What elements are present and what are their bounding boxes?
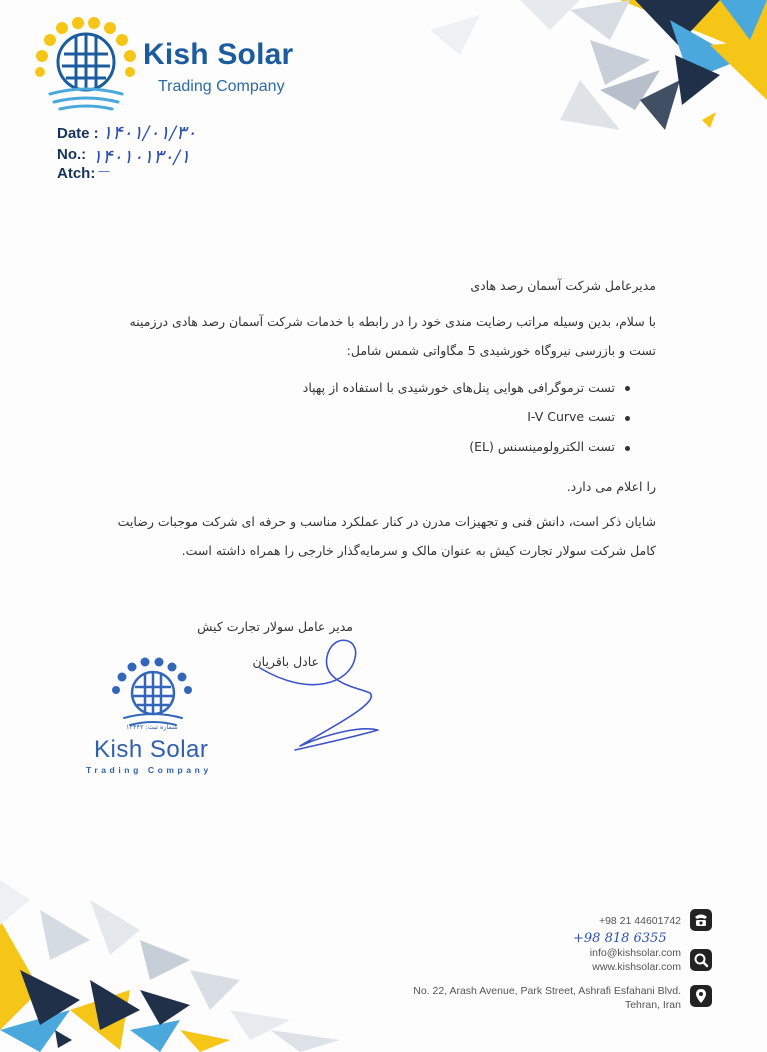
bullet-item: تست I-V Curve [527, 409, 615, 424]
date-label: Date : [57, 125, 99, 142]
website-url[interactable]: www.kishsolar.com [592, 961, 681, 973]
location-pin-icon [690, 985, 712, 1007]
signature-name: عادل باقریان [252, 654, 319, 669]
bottom-left-triangle-decoration [0, 880, 380, 1052]
stamp-subtitle: Trading Company [86, 765, 212, 775]
bullet-marker [625, 386, 630, 391]
declaration-line: را اعلام می دارد. [566, 479, 656, 494]
attachment-value: — [98, 164, 110, 178]
address-line-1: No. 22, Arash Avenue, Park Street, Ashrafi Esfahani Blvd. [413, 985, 681, 997]
number-value: ۱۴۰۱۰۱۳۰/۱ [92, 146, 191, 168]
recipient-line: مدیرعامل شرکت آسمان رصد هادی [470, 278, 656, 293]
attachment-label: Atch: [57, 165, 96, 182]
address-line-2: Tehran, Iran [624, 999, 681, 1011]
handwritten-signature [240, 628, 390, 758]
closing-line-2: کامل شرکت سولار تجارت کیش به عنوان مالک و سرمایه‌گذار خارجی را همراه داشته است. [181, 543, 656, 558]
company-stamp-icon [110, 655, 196, 730]
email-address[interactable]: info@kishsolar.com [589, 947, 681, 959]
handwritten-phone: +98 818 6355 [573, 931, 667, 946]
closing-line-1: شایان ذکر است، دانش فنی و تجهیزات مدرن در کنار عملکرد مناسب و حرفه ای شرکت موجبات رضایت [117, 514, 656, 529]
date-value: ۱۴۰۱/۰۱/۳۰ [102, 122, 197, 144]
brand-name: Kish Solar [143, 38, 294, 71]
sun-logo-icon [30, 14, 135, 114]
phone-icon [690, 909, 712, 931]
search-icon [690, 949, 712, 971]
brand-subtitle: Trading Company [158, 78, 285, 95]
intro-line-2: تست و بازرسی نیروگاه خورشیدی 5 مگاواتی شمس شامل: [346, 343, 656, 358]
phone-number[interactable]: +98 21 44601742 [598, 915, 681, 927]
bullet-item: تست ترموگرافی هوایی پنل‌های خورشیدی با استفاده از پهپاد [302, 380, 615, 395]
bullet-marker [625, 416, 630, 421]
intro-line-1: با سلام، بدین وسیله مراتب رضایت مندی خود را در رابطه با خدمات شرکت آسمان رصد هادی درزمینه [129, 314, 656, 329]
stamp-registration: شماره ثبت: ۱۲۴۴۲ [126, 723, 178, 731]
signature-title: مدیر عامل سولار تجارت کیش [197, 619, 353, 634]
bullet-item: تست الکترولومینسنس (EL) [469, 439, 615, 454]
bullet-marker [625, 446, 630, 451]
stamp-brand-name: Kish Solar [94, 736, 209, 763]
number-label: No.: [57, 146, 87, 163]
top-right-triangle-decoration [420, 0, 767, 150]
